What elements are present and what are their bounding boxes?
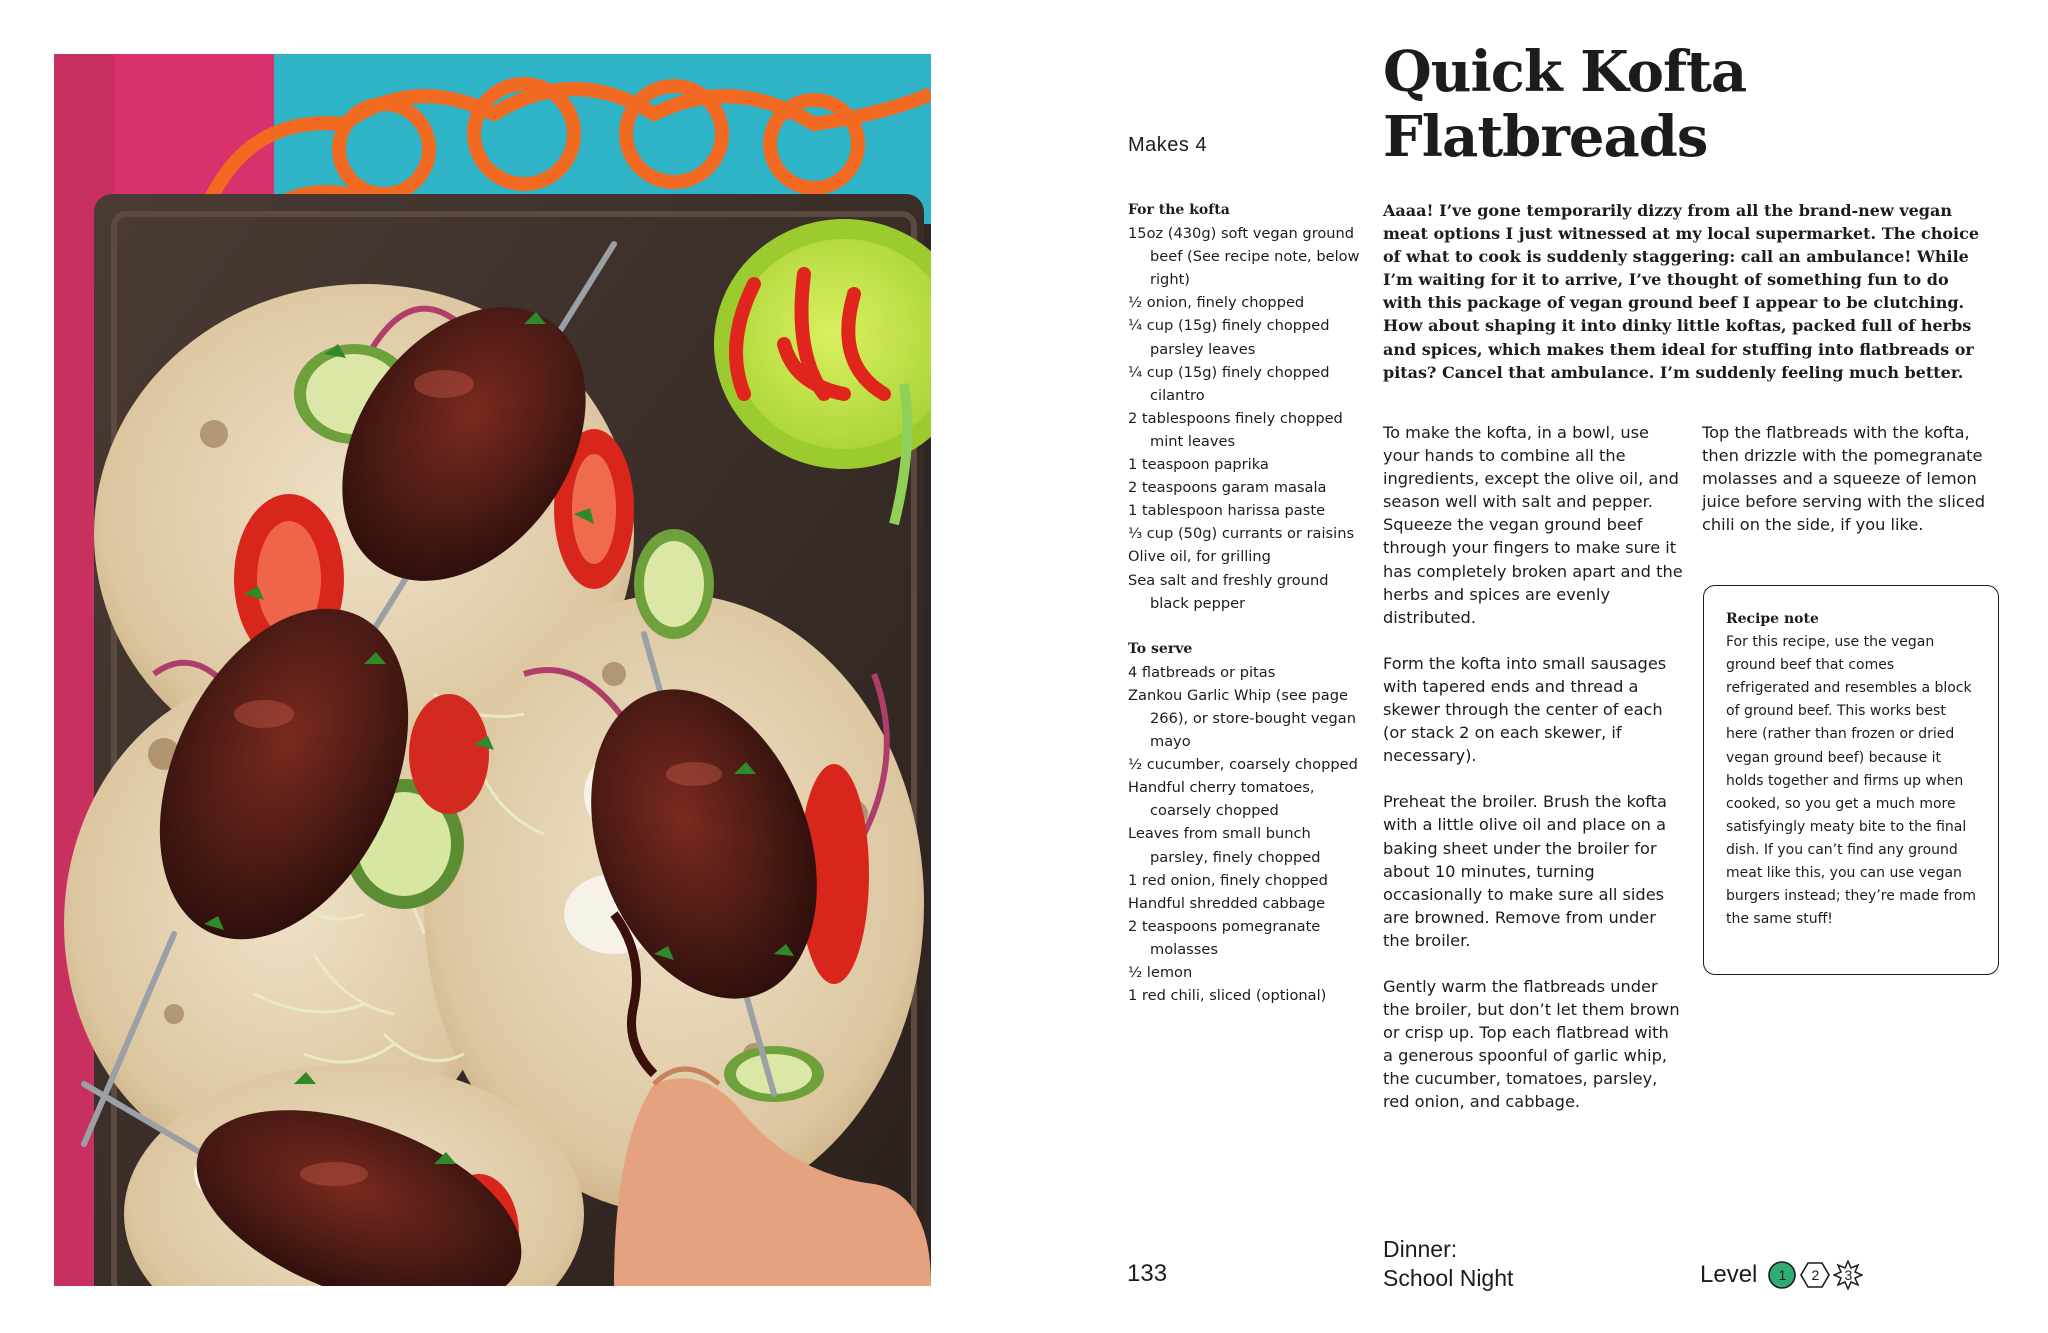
kofta-ingredients-heading: For the kofta (1128, 202, 1230, 218)
method-step: Preheat the broiler. Brush the kofta with a little olive oil and place on a baking sheet under the broiler for about 10 minutes, turning occasionally to make sure all sides are browned. Remove from under the broiler. (1383, 792, 1667, 950)
serve-ingredients-heading: To serve (1128, 640, 1193, 657)
method-step: To make the kofta, in a bowl, use your hands to combine all the ingredients, except the olive oil, and season well with salt and pepper. Squeeze the vegan ground beef through your fingers to make sure it has completely broken apart and the herbs and spices are evenly distributed. (1383, 423, 1683, 627)
recipe-note-text: For this recipe, use the vegan ground beef that comes refrigerated and resembles a block of ground beef. This works best here (rather than frozen or dried vegan ground beef) because it holds together and firms up when cooked, so you get a much more satisfyingly meaty bite to the final dish. If you can’t find any ground meat like this, you can use vegan burgers instead; they’re made from the same stuff! (1726, 634, 1977, 928)
recipe-note-heading: Recipe note (1726, 611, 1819, 627)
ingredient-item: 2 tablespoons finely chopped mint leaves (1128, 409, 1343, 450)
ingredient-item: 1 red chili, sliced (optional) (1128, 987, 1327, 1005)
level-1-circle-icon (1767, 1260, 1797, 1290)
level-2-hexagon-icon (1800, 1260, 1830, 1290)
level-1-number: 1 (1778, 1267, 1787, 1283)
ingredient-item: 1 teaspoon paprika (1128, 456, 1269, 474)
kofta-flatbreads-illustration (54, 54, 931, 1286)
ingredient-item: 4 flatbreads or pitas (1128, 663, 1276, 681)
section-label (1383, 1235, 1513, 1293)
level-label: Level (1700, 1261, 1758, 1288)
ingredient-item: ½ lemon (1128, 964, 1193, 981)
level-2-number: 2 (1811, 1267, 1820, 1283)
method-step: Form the kofta into small sausages with tapered ends and thread a skewer through the center of each (or stack 2 on each skewer, if necessary). (1383, 653, 1667, 766)
ingredient-item: 1 tablespoon harissa paste (1128, 502, 1326, 520)
ingredient-item: ⅓ cup (50g) currants or raisins (1128, 525, 1355, 543)
method-step: Gently warm the flatbreads under the broiler, but don’t let them brown or crisp up. Top each flatbread with a generous spoonful of garlic whip, the cucumber, tomatoes, parsley, red onion, and cabbage. (1383, 976, 1680, 1112)
ingredients-list (1128, 199, 1368, 1007)
ingredient-item: 2 teaspoons pomegranate molasses (1128, 917, 1321, 958)
ingredient-item: 1 red onion, finely chopped (1128, 871, 1328, 889)
level-3-star-icon (1833, 1260, 1863, 1290)
recipe-intro: Aaaa! I’ve gone temporarily dizzy from all the brand-new vegan meat options I just witnessed at my local supermarket. The choice of what to cook is suddenly staggering: call an ambulance! While I’m waiting for it to arrive, I’ve thought of something fun to do with this package of vegan ground beef I appear to be clutching. How about shaping it into dinky little koftas, packed full of herbs and spices, which makes them ideal for stuffing into flatbreads or pitas? Cancel that ambulance. I’m suddenly feeling much better. (1383, 201, 1980, 382)
yield-label: Makes 4 (1128, 134, 1208, 156)
method-column-right (1702, 421, 2002, 559)
ingredient-item: Sea salt and freshly ground black pepper (1128, 571, 1329, 612)
page-number: 133 (1127, 1260, 1168, 1287)
ingredient-item: ¼ cup (15g) finely chopped parsley leaves (1128, 317, 1330, 358)
ingredient-item: Handful cherry tomatoes, coarsely chopped (1128, 779, 1315, 820)
section-label-line-1: Dinner: (1383, 1236, 1458, 1262)
ingredient-item: ½ onion, finely chopped (1128, 294, 1305, 312)
level-3-number: 3 (1844, 1267, 1853, 1283)
ingredient-item: ¼ cup (15g) finely chopped cilantro (1128, 363, 1330, 404)
method-step: Top the flatbreads with the kofta, then drizzle with the pomegranate molasses and a squeeze of lemon juice before serving with the sliced chili on the side, if you like. (1702, 423, 1986, 535)
recipe-note-box (1703, 585, 1999, 975)
recipe-title: Quick Kofta Flatbreads (1383, 39, 1747, 170)
ingredient-item: Olive oil, for grilling (1128, 548, 1271, 566)
ingredient-item: Zankou Garlic Whip (see page 266), or store-bought vegan mayo (1128, 686, 1356, 751)
ingredient-item: 15oz (430g) soft vegan ground beef (See recipe note, below right) (1128, 225, 1360, 289)
ingredient-item: Handful shredded cabbage (1128, 894, 1326, 912)
method-column-left (1383, 421, 1683, 1137)
section-label-line-2: School Night (1383, 1265, 1514, 1291)
ingredient-item: Leaves from small bunch parsley, finely chopped (1128, 825, 1321, 866)
ingredient-item: 2 teaspoons garam masala (1128, 479, 1327, 497)
ingredient-item: ½ cucumber, coarsely chopped (1128, 756, 1358, 774)
difficulty-level (1700, 1260, 1866, 1290)
recipe-photo (54, 54, 931, 1286)
